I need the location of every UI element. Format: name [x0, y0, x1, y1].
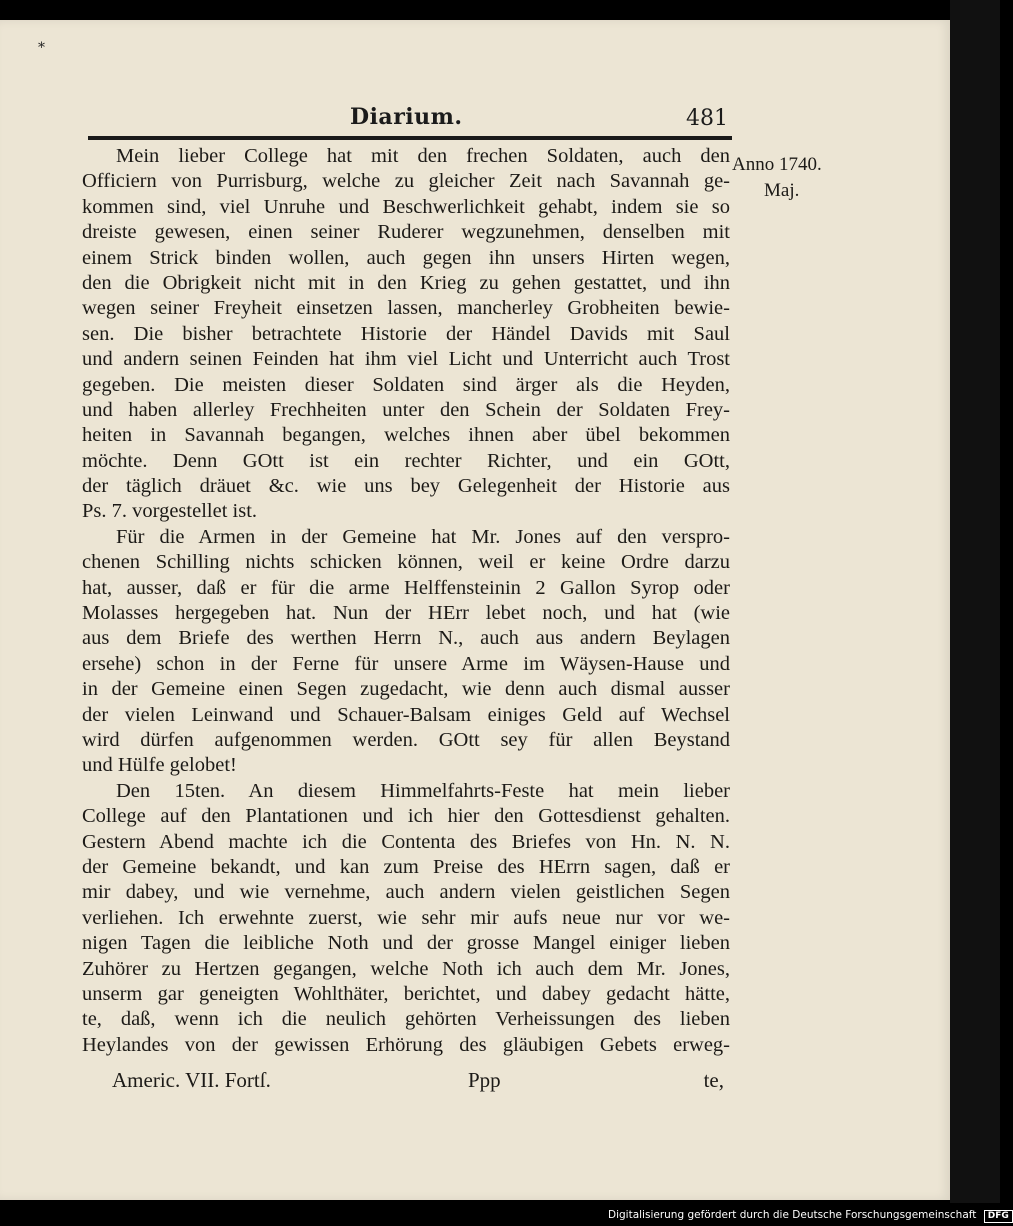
scan-border — [950, 0, 1000, 1203]
marginal-note — [732, 152, 832, 204]
text-line: kommen sind, viel Unruhe und Beschwerlichkeit gehabt, indem sie so — [82, 195, 730, 218]
text-line: wird dürfen aufgenommen werden. GOtt sey für allen Beystand — [82, 728, 730, 751]
text-line: aus dem Briefe des werthen Herrn N., auch aus andern Beylagen — [82, 627, 730, 650]
text-line: der Gemeine bekandt, und kan zum Preise des HErrn sagen, daß er — [82, 855, 730, 878]
text-line: nigen Tagen die leibliche Noth und der grosse Mangel einiger lieben — [82, 932, 730, 955]
text-line: wegen seiner Freyheit einsetzen lassen, mancherley Grobheiten bewie- — [82, 297, 730, 320]
catchword: te, — [703, 1068, 724, 1092]
text-line: Für die Armen in der Gemeine hat Mr. Jones auf den verspro- — [116, 525, 730, 548]
dfg-logo: DFG — [984, 1210, 1013, 1223]
text-line: College auf den Plantationen und ich hier den Gottesdienst gehalten. — [82, 805, 730, 828]
text-line: gegeben. Die meisten dieser Soldaten sind ärger als die Heyden, — [82, 373, 730, 396]
text-line: verliehen. Ich erwehnte zuerst, wie sehr mir aufs neue nur vor we- — [82, 906, 730, 929]
page-number: 481 — [686, 106, 728, 131]
running-head: Diarium. — [350, 104, 463, 130]
text-line: möchte. Denn GOtt ist ein rechter Richter, und ein GOtt, — [82, 449, 730, 472]
header-rule — [88, 136, 732, 140]
text-line: Den 15ten. An diesem Himmelfahrts-Feste hat mein lieber — [116, 779, 730, 802]
text-line: und andern seinen Feinden hat ihm viel Licht und Unterricht auch Trost — [82, 348, 730, 371]
text-line: einem Strick binden wollen, auch gegen ihn unsers Hirten wegen, — [82, 246, 730, 269]
text-line: te, daß, wenn ich die neulich gehörten Verheissungen des lieben — [82, 1008, 730, 1031]
text-line: sen. Die bisher betrachtete Historie der Händel Davids mit Saul — [82, 322, 730, 345]
marginal-year: Anno 1740. — [732, 154, 822, 175]
marginal-month: Maj. — [764, 180, 800, 201]
text-line: Ps. 7. vorgestellet ist. — [82, 500, 258, 523]
text-line: chenen Schilling nichts schicken können, weil er keine Ordre darzu — [82, 551, 730, 574]
text-line: der vielen Leinwand und Schauer-Balsam einiges Geld auf Wechsel — [82, 703, 730, 726]
text-line: ersehe) schon in der Ferne für unsere Arme im Wäysen-Hause und — [82, 652, 730, 675]
text-line: Zuhörer zu Hertzen gegangen, welche Noth ich auch dem Mr. Jones, — [82, 957, 730, 980]
signature-left: Americ. VII. Fortſ. — [112, 1068, 271, 1092]
text-line: in der Gemeine einen Segen zugedacht, wie denn auch dismal ausser — [82, 678, 730, 701]
text-line: heiten in Savannah begangen, welches ihnen aber übel bekommen — [82, 424, 730, 447]
corner-mark: * — [38, 40, 45, 56]
text-line: hat, ausser, daß er für die arme Helffensteinin 2 Gallon Syrop oder — [82, 576, 730, 599]
text-line: Molasses hergegeben hat. Nun der HErr lebet noch, und hat (wie — [82, 602, 730, 625]
text-line: Gestern Abend machte ich die Contenta des Briefes von Hn. N. N. — [82, 830, 730, 853]
text-line: Officiern von Purrisburg, welche zu gleicher Zeit nach Savannah ge- — [82, 170, 730, 193]
text-line: und haben allerley Frechheiten unter den Schein der Soldaten Frey- — [82, 398, 730, 421]
body-text — [82, 144, 730, 1058]
text-line: den die Obrigkeit nicht mit in den Krieg zu gehen gestattet, und ihn — [82, 271, 730, 294]
credit-text: Digitalisierung gefördert durch die Deutsche Forschungsgemeinschaft — [608, 1209, 977, 1221]
text-line: der täglich dräuet &c. wie uns bey Gelegenheit der Historie aus — [82, 475, 730, 498]
text-line: Heylandes von der gewissen Erhörung des gläubigen Gebets erweg- — [82, 1033, 730, 1056]
text-line: Mein lieber College hat mit den frechen Soldaten, auch den — [116, 145, 730, 167]
signature-mark: Ppp — [468, 1068, 501, 1092]
text-line: mir dabey, und wie vernehme, auch andern vielen geistlichen Segen — [82, 881, 730, 904]
text-line: und Hülfe gelobet! — [82, 754, 237, 777]
text-line: dreiste gewesen, einen seiner Ruderer wegzunehmen, denselben mit — [82, 221, 730, 244]
text-line: unserm gar geneigten Wohlthäter, berichtet, und dabey gedacht hätte, — [82, 982, 730, 1005]
digitization-credit — [608, 1209, 1013, 1223]
